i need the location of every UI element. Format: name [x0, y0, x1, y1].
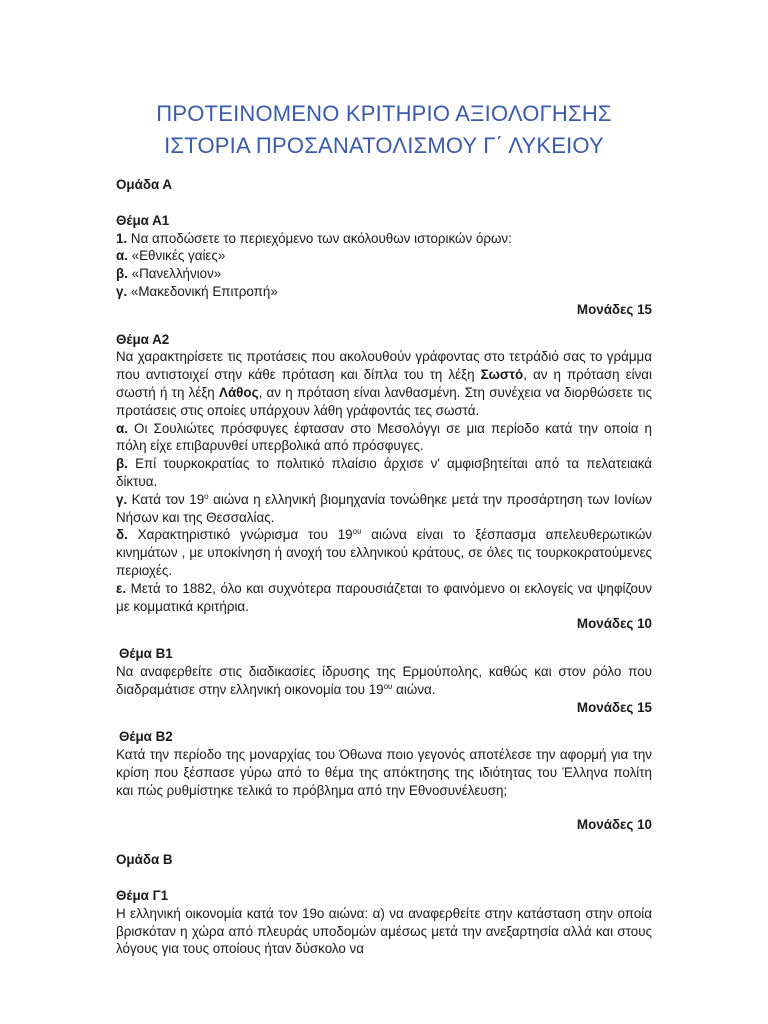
topic-a2-instructions: Να χαρακτηρίσετε τις προτάσεις που ακολουθούν γράφοντας στο τετράδιό σας το γράμμα που αντιστοιχεί στην κάθε πρόταση και δίπλα του τη λέξη Σωστό, αν η πρόταση είναι σωστή ή τη λέξη Λάθος, αν η πρόταση είναι λανθασμένη. Στη συνέχεια να διορθώσετε τις προτάσεις στις οποίες υπάρχουν λάθη γράφοντάς τες σωστά. — [116, 349, 653, 418]
topic-a1-heading: Θέμα Α1 — [116, 212, 170, 228]
document-body — [116, 176, 652, 958]
topic-b1-marks: Μονάδες 15 — [576, 699, 652, 715]
topic-a1-item-b: β. «Πανελλήνιον» — [116, 266, 222, 282]
topic-a2-item-e: ε. Μετά το 1882, όλο και συχνότερα παρουσιάζεται το φαινόμενο οι εκλογείς να ψηφίζουν με κομματικά κριτήρια. — [116, 580, 652, 614]
topic-a2-item-a: α. Οι Σουλιώτες πρόσφυγες έφτασαν στο Μεσολόγγι σε μια περίοδο κατά την οποία η πόλη είχε επιβαρυνθεί υπερβολικά από πρόσφυγες. — [116, 420, 652, 454]
title-line-1: ΠΡΟΤΕΙΝΟΜΕΝΟ ΚΡΙΤΗΡΙΟ ΑΞΙΟΛΟΓΗΣΗΣ — [156, 101, 612, 126]
topic-a1-item-c: γ. «Μακεδονική Επιτροπή» — [116, 283, 278, 299]
topic-b1-question: Να αναφερθείτε στις διαδικασίες ίδρυσης της Ερμούπολης, καθώς και στον ρόλο που διαδραμάτισε στην ελληνική οικονομία του $19^{o\upsilon}$ αιώνα. — [116, 663, 652, 697]
topic-a1-number: 1. — [116, 230, 128, 246]
topic-b2-heading: Θέμα Β2 — [119, 729, 173, 745]
topic-a2-heading: Θέμα Α2 — [116, 331, 170, 347]
title-line-2: ΙΣΤΟΡΙΑ ΠΡΟΣΑΝΑΤΟΛΙΣΜΟΥ Γ΄ ΛΥΚΕΙΟΥ — [164, 133, 604, 158]
topic-a2-item-c: γ. Κατά τον $19^o$ αιώνα η ελληνική βιομηχανία τονώθηκε μετά την προσάρτηση των Ιονίων Νήσων και της Θεσσαλίας. — [116, 491, 652, 525]
topic-g1-question: Η ελληνική οικονομία κατά τον 19ο αιώνα: α) να αναφερθείτε στην κατάσταση στην οποία βρισκόταν η χώρα από πλευράς υποδομών αμέσως μετά την ανεξαρτησία αλλά και στους λόγους για τους οποίους ήταν δύσκολο να — [116, 905, 652, 957]
topic-a2-marks: Μονάδες 10 — [576, 616, 652, 632]
topic-b1-heading: Θέμα Β1 — [119, 646, 173, 662]
topic-a2-item-d: δ. Χαρακτηριστικό γνώρισμα του $19^{o\upsilon}$ αιώνα είναι το ξέσπασμα απελευθερωτικών κινημάτων , με υποκίνηση ή ανοχή του ελληνικού κράτους, σε όλες τις τουρκοκρατούμενες περιοχές. — [116, 527, 652, 578]
topic-a2-item-b: β. Επί τουρκοκρατίας το πολιτικό πλαίσιο άρχισε ν' αμφισβητείται από τα πελατειακά δίκτυα. — [116, 456, 652, 489]
document-title — [0, 98, 768, 162]
topic-g1-heading: Θέμα Γ1 — [116, 888, 169, 904]
topic-b2-question: Κατά την περίοδο της μοναρχίας του Όθωνα ποιο γεγονός αποτέλεσε την αφορμή για την κρίση που ξέσπασε γύρω από το θέμα της απόκτησης της ιδιότητας του Έλληνα πολίτη και πώς ρυθμίστηκε τελικά το πρόβλημα από την Εθνοσυνέλευση; — [116, 747, 652, 798]
topic-a1-item-a: α. «Εθνικές γαίες» — [116, 248, 226, 264]
topic-a1-marks: Μονάδες 15 — [576, 301, 652, 317]
group-b-label: Ομάδα Β — [116, 852, 173, 868]
group-a-label: Ομάδα Α — [116, 177, 173, 192]
topic-b2-marks: Μονάδες 10 — [576, 816, 652, 832]
topic-a1-question: 1. Να αποδώσετε το περιεχόμενο των ακόλουθων ιστορικών όρων: — [116, 230, 512, 246]
